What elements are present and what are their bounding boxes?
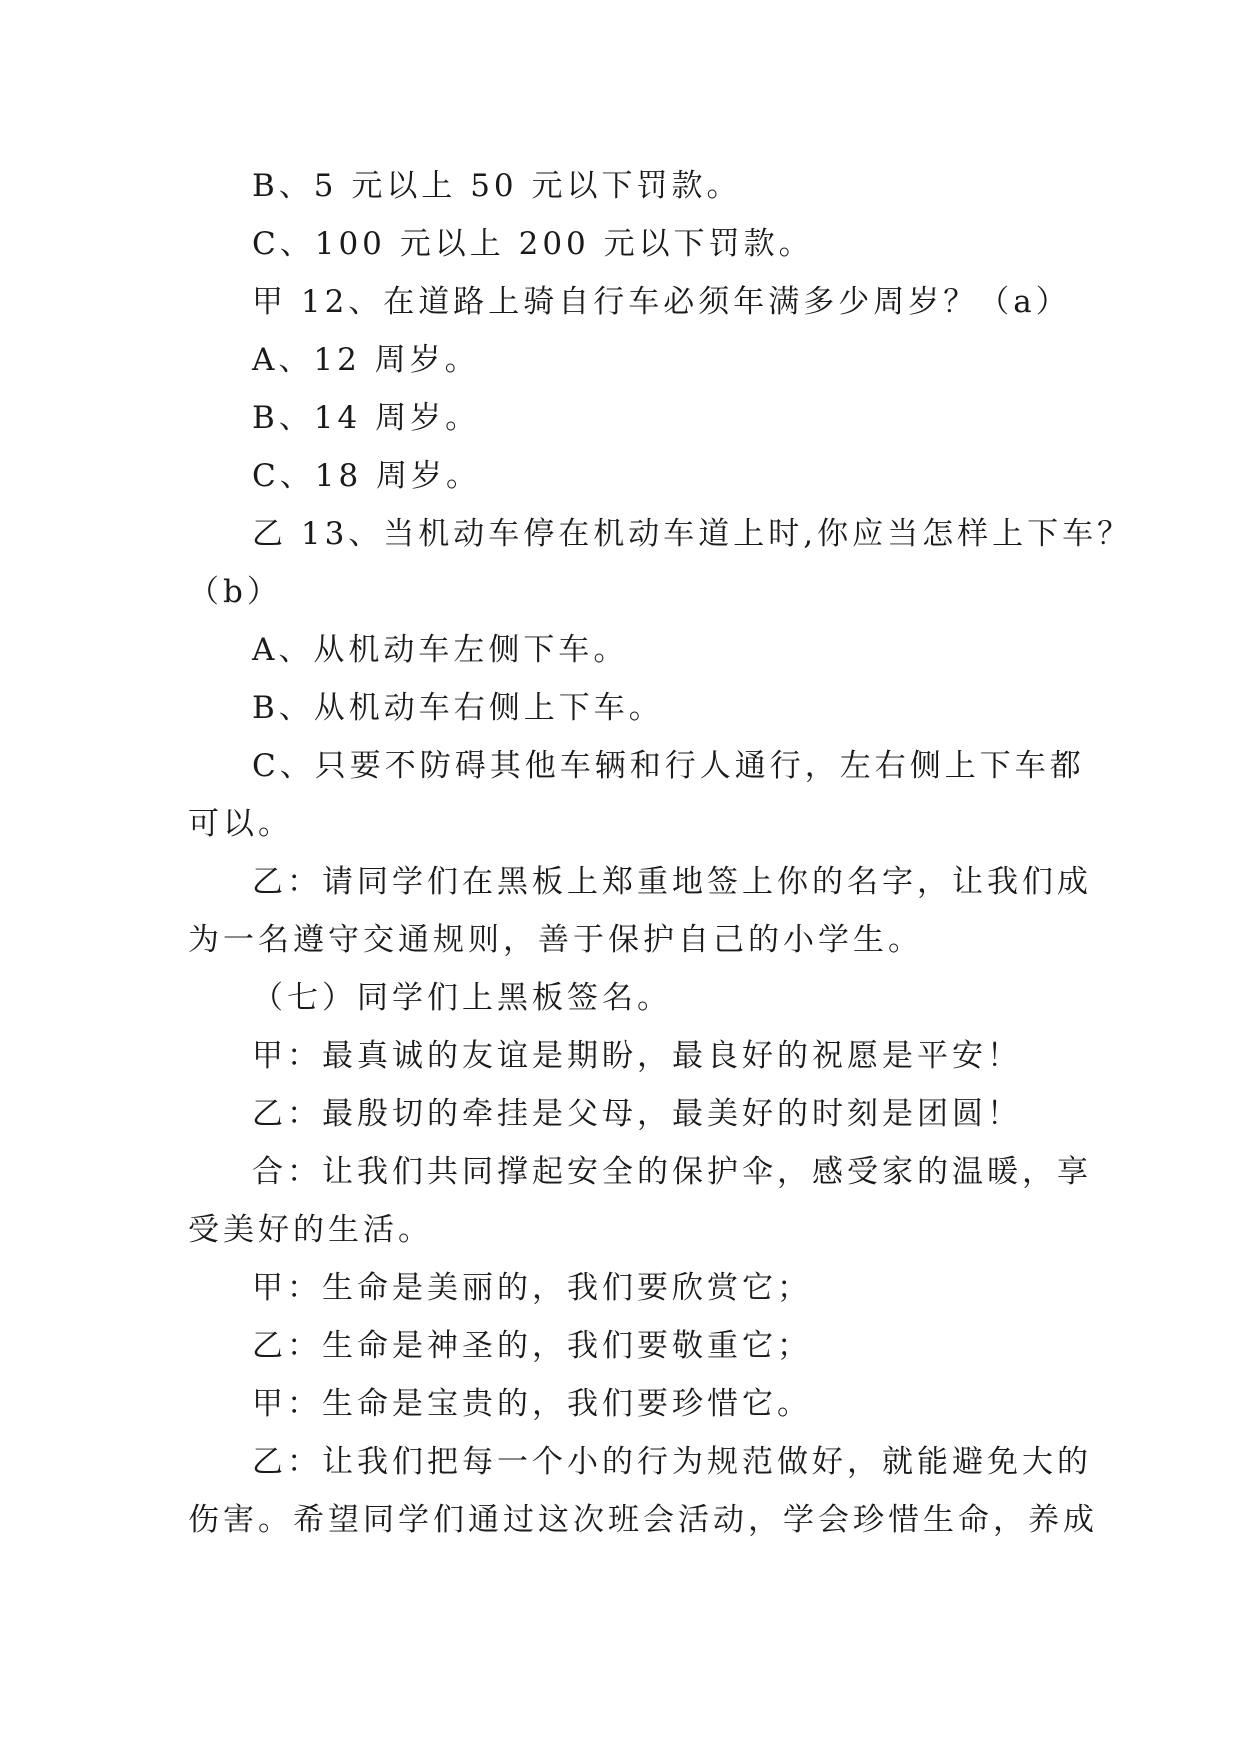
- option-line: B、从机动车右侧上下车。: [252, 690, 664, 726]
- paragraph-line: 乙：让我们把每一个小的行为规范做好，就能避免大的: [252, 1444, 1092, 1480]
- option-line-continued: 可以。: [188, 806, 293, 842]
- paragraph-line: 甲：生命是美丽的，我们要欣赏它；: [252, 1270, 812, 1306]
- question-line: 甲 12、在道路上骑自行车必须年满多少周岁？（a）: [252, 284, 1071, 320]
- option-line: C、18 周岁。: [252, 458, 482, 494]
- paragraph-line: B、5 元以上 50 元以下罚款。: [252, 168, 742, 204]
- paragraph-line: C、100 元以上 200 元以下罚款。: [252, 226, 814, 262]
- paragraph-line: 甲：生命是宝贵的，我们要珍惜它。: [252, 1386, 812, 1422]
- section-heading: （七）同学们上黑板签名。: [252, 980, 672, 1016]
- paragraph-line: 乙：最殷切的牵挂是父母，最美好的时刻是团圆！: [252, 1096, 1022, 1132]
- paragraph-line: 乙：请同学们在黑板上郑重地签上你的名字，让我们成: [252, 864, 1092, 900]
- paragraph-line-continued: 受美好的生活。: [188, 1212, 433, 1248]
- paragraph-line: 乙：生命是神圣的，我们要敬重它；: [252, 1328, 812, 1364]
- option-line: A、从机动车左侧下车。: [252, 632, 629, 668]
- option-line: B、14 周岁。: [252, 400, 481, 436]
- paragraph-line-continued: 伤害。希望同学们通过这次班会活动，学会珍惜生命，养成: [188, 1502, 1098, 1538]
- paragraph-line: 甲：最真诚的友谊是期盼，最良好的祝愿是平安！: [252, 1038, 1022, 1074]
- option-line: C、只要不防碍其他车辆和行人通行，左右侧上下车都: [252, 748, 1085, 784]
- answer-line: （b）: [188, 574, 282, 610]
- paragraph-line-continued: 为一名遵守交通规则，善于保护自己的小学生。: [188, 922, 923, 958]
- paragraph-line: 合：让我们共同撑起安全的保护伞，感受家的温暖，享: [252, 1154, 1092, 1190]
- question-line: 乙 13、当机动车停在机动车道上时,你应当怎样上下车？: [252, 516, 1133, 552]
- option-line: A、12 周岁。: [252, 342, 480, 378]
